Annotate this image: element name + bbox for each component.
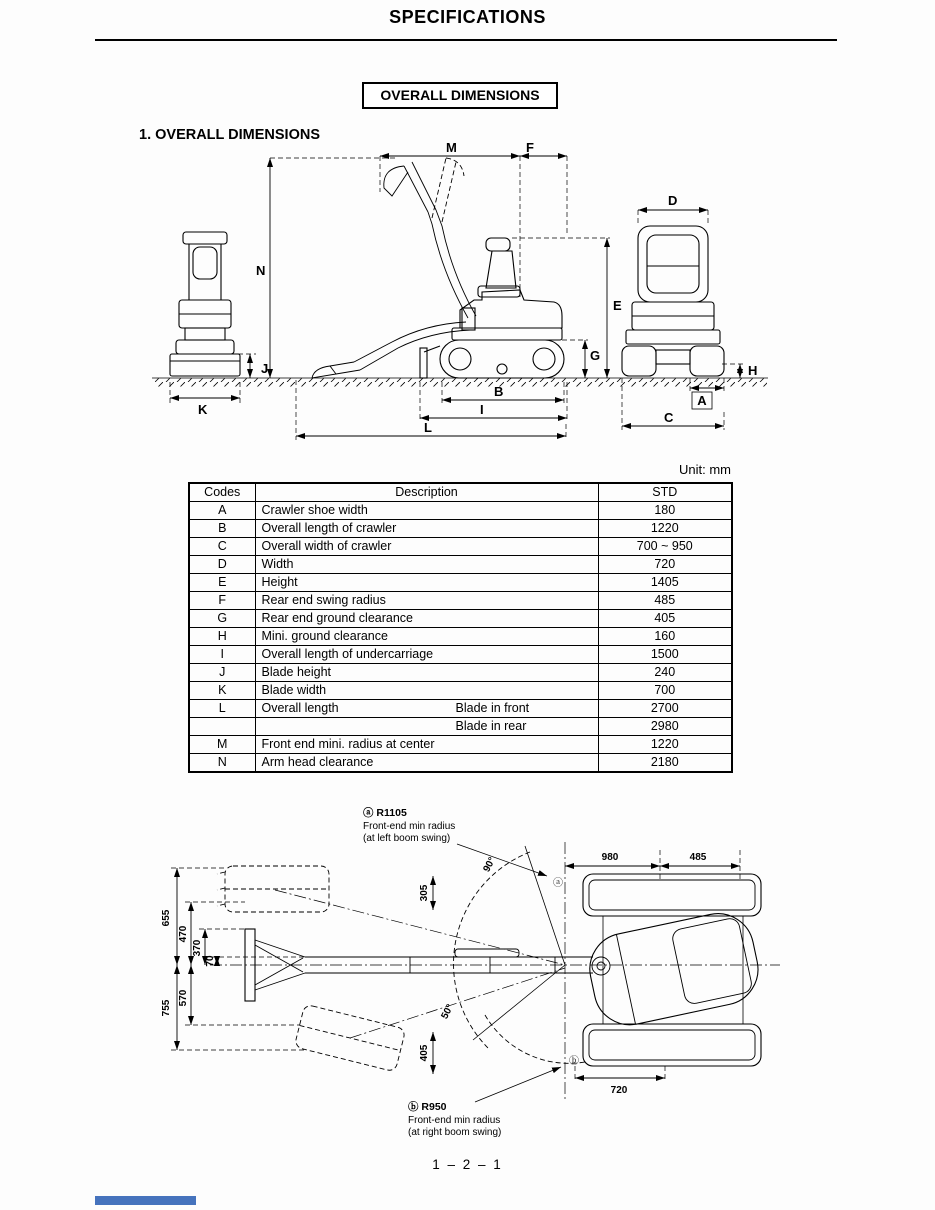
table-row [189, 646, 732, 664]
row-description [255, 682, 598, 700]
dim-label-d: D [668, 193, 678, 208]
table-row [189, 628, 732, 646]
ground-line [152, 378, 768, 387]
row-description-text: Overall width of crawler [261, 539, 392, 553]
dim-720: 720 [610, 1085, 628, 1096]
row-description-text: Overall length of crawler [261, 521, 397, 535]
dim-label-a: A [697, 393, 707, 408]
dim-label-f: F [526, 140, 534, 155]
row-description-text: Width [261, 557, 294, 571]
row-std: 485 [598, 592, 732, 610]
row-description [255, 520, 598, 538]
row-code: L [189, 700, 255, 718]
boom-raised [384, 162, 476, 318]
row-std: 240 [598, 664, 732, 682]
dim-label-h: H [748, 363, 758, 378]
dim-label-n: N [256, 263, 266, 278]
dim-label-i: I [480, 402, 484, 417]
side-view [312, 158, 564, 378]
row-std: 720 [598, 556, 732, 574]
table-row [189, 736, 732, 754]
row-code: E [189, 574, 255, 592]
center-lines [210, 842, 780, 1100]
boom-folded [312, 322, 470, 378]
row-description-text: Crawler shoe width [261, 503, 368, 517]
top-view-diagram [155, 800, 795, 1155]
col-header-std: STD [598, 483, 732, 502]
row-description [255, 754, 598, 773]
dimensions-table [188, 482, 733, 773]
bucket-swung-left [217, 866, 329, 912]
row-description [255, 646, 598, 664]
row-code: J [189, 664, 255, 682]
row-description-text: Height [261, 575, 298, 589]
dim-980: 980 [601, 852, 619, 863]
row-code [189, 718, 255, 736]
row-std: 1220 [598, 520, 732, 538]
note-b-line1: Front-end min radius [408, 1115, 501, 1126]
row-code: C [189, 538, 255, 556]
row-description-text: Blade width [261, 683, 327, 697]
row-std: 160 [598, 628, 732, 646]
col-header-description: Description [255, 483, 598, 502]
row-description-text: Blade height [261, 665, 332, 679]
row-code: I [189, 646, 255, 664]
row-std: 2700 [598, 700, 732, 718]
table-row [189, 718, 732, 736]
row-description [255, 574, 598, 592]
row-description-text: Rear end swing radius [261, 593, 386, 607]
row-description-text: Mini. ground clearance [261, 629, 388, 643]
table-row [189, 664, 732, 682]
row-sub-text: Blade in front [455, 701, 530, 715]
dim-755: 755 [161, 999, 172, 1017]
bucket-swung-right [294, 1004, 406, 1072]
row-std: 1500 [598, 646, 732, 664]
row-description [255, 700, 598, 718]
overall-dimensions-drawing [130, 142, 790, 467]
table-row [189, 574, 732, 592]
dim-485: 485 [689, 852, 707, 863]
row-description [255, 592, 598, 610]
row-std: 700 [598, 682, 732, 700]
row-code: N [189, 754, 255, 773]
row-description [255, 502, 598, 520]
note-a-line1: Front-end min radius [363, 821, 456, 832]
note-b-title: ⓑ R950 [408, 1101, 447, 1113]
row-code: D [189, 556, 255, 574]
section-heading: 1. OVERALL DIMENSIONS [139, 127, 321, 143]
row-description-text: Front end mini. radius at center [261, 737, 435, 751]
dim-305: 305 [419, 884, 430, 902]
dim-470: 470 [178, 925, 189, 943]
row-std: 180 [598, 502, 732, 520]
dim-570: 570 [178, 989, 189, 1007]
unit-label: Unit: mm [679, 462, 731, 477]
table-row [189, 592, 732, 610]
row-code: H [189, 628, 255, 646]
angle-90: 90° [481, 855, 499, 875]
dim-label-l: L [424, 420, 432, 435]
table-row [189, 610, 732, 628]
dim-label-k: K [198, 402, 208, 417]
table-row [189, 754, 732, 773]
rear-view-right [622, 226, 724, 376]
dim-label-e: E [613, 298, 622, 313]
dim-655: 655 [161, 909, 172, 927]
bottom-blue-bar [95, 1196, 196, 1205]
dim-label-c: C [664, 410, 674, 425]
table-row [189, 538, 732, 556]
row-description [255, 556, 598, 574]
row-code: M [189, 736, 255, 754]
row-description [255, 664, 598, 682]
row-code: F [189, 592, 255, 610]
row-code: G [189, 610, 255, 628]
boxed-title: OVERALL DIMENSIONS [362, 82, 558, 109]
row-code: B [189, 520, 255, 538]
dim-label-m: M [446, 140, 457, 155]
machine-top-view [583, 874, 765, 1066]
row-description [255, 628, 598, 646]
row-std: 2980 [598, 718, 732, 736]
note-b-line2: (at right boom swing) [408, 1127, 502, 1138]
table-row [189, 700, 732, 718]
row-code: A [189, 502, 255, 520]
note-a-title: ⓐ R1105 [363, 807, 407, 819]
table-header-row [189, 483, 732, 502]
row-std: 1220 [598, 736, 732, 754]
table-row [189, 502, 732, 520]
row-description [255, 718, 598, 736]
dim-label-j: J [261, 361, 269, 376]
row-description-text: Overall length [261, 701, 339, 715]
row-description-text: Arm head clearance [261, 755, 374, 769]
dim-70: 70 [205, 955, 216, 967]
page-number: 1 – 2 – 1 [432, 1157, 503, 1172]
dim-405: 405 [419, 1044, 430, 1062]
row-description [255, 610, 598, 628]
row-std: 405 [598, 610, 732, 628]
row-description-text: Rear end ground clearance [261, 611, 413, 625]
header-rule [95, 39, 837, 41]
col-header-codes: Codes [189, 483, 255, 502]
row-description [255, 538, 598, 556]
table-row [189, 520, 732, 538]
note-a-line2: (at left boom swing) [363, 833, 451, 844]
dim-label-b: B [494, 384, 504, 399]
row-sub-text: Blade in rear [455, 719, 527, 733]
row-description [255, 736, 598, 754]
angle-50: 50° [439, 1002, 457, 1022]
row-code: K [189, 682, 255, 700]
marker-b: ⓑ [569, 1056, 579, 1067]
row-std: 700 ~ 950 [598, 538, 732, 556]
table-row [189, 682, 732, 700]
page-title: SPECIFICATIONS [389, 7, 546, 27]
dim-370: 370 [192, 939, 203, 957]
dim-label-g: G [590, 348, 601, 363]
table-row [189, 556, 732, 574]
rear-view-left [170, 232, 240, 376]
marker-a: ⓐ [553, 878, 563, 889]
row-std: 1405 [598, 574, 732, 592]
row-description-text: Overall length of undercarriage [261, 647, 434, 661]
row-std: 2180 [598, 754, 732, 773]
